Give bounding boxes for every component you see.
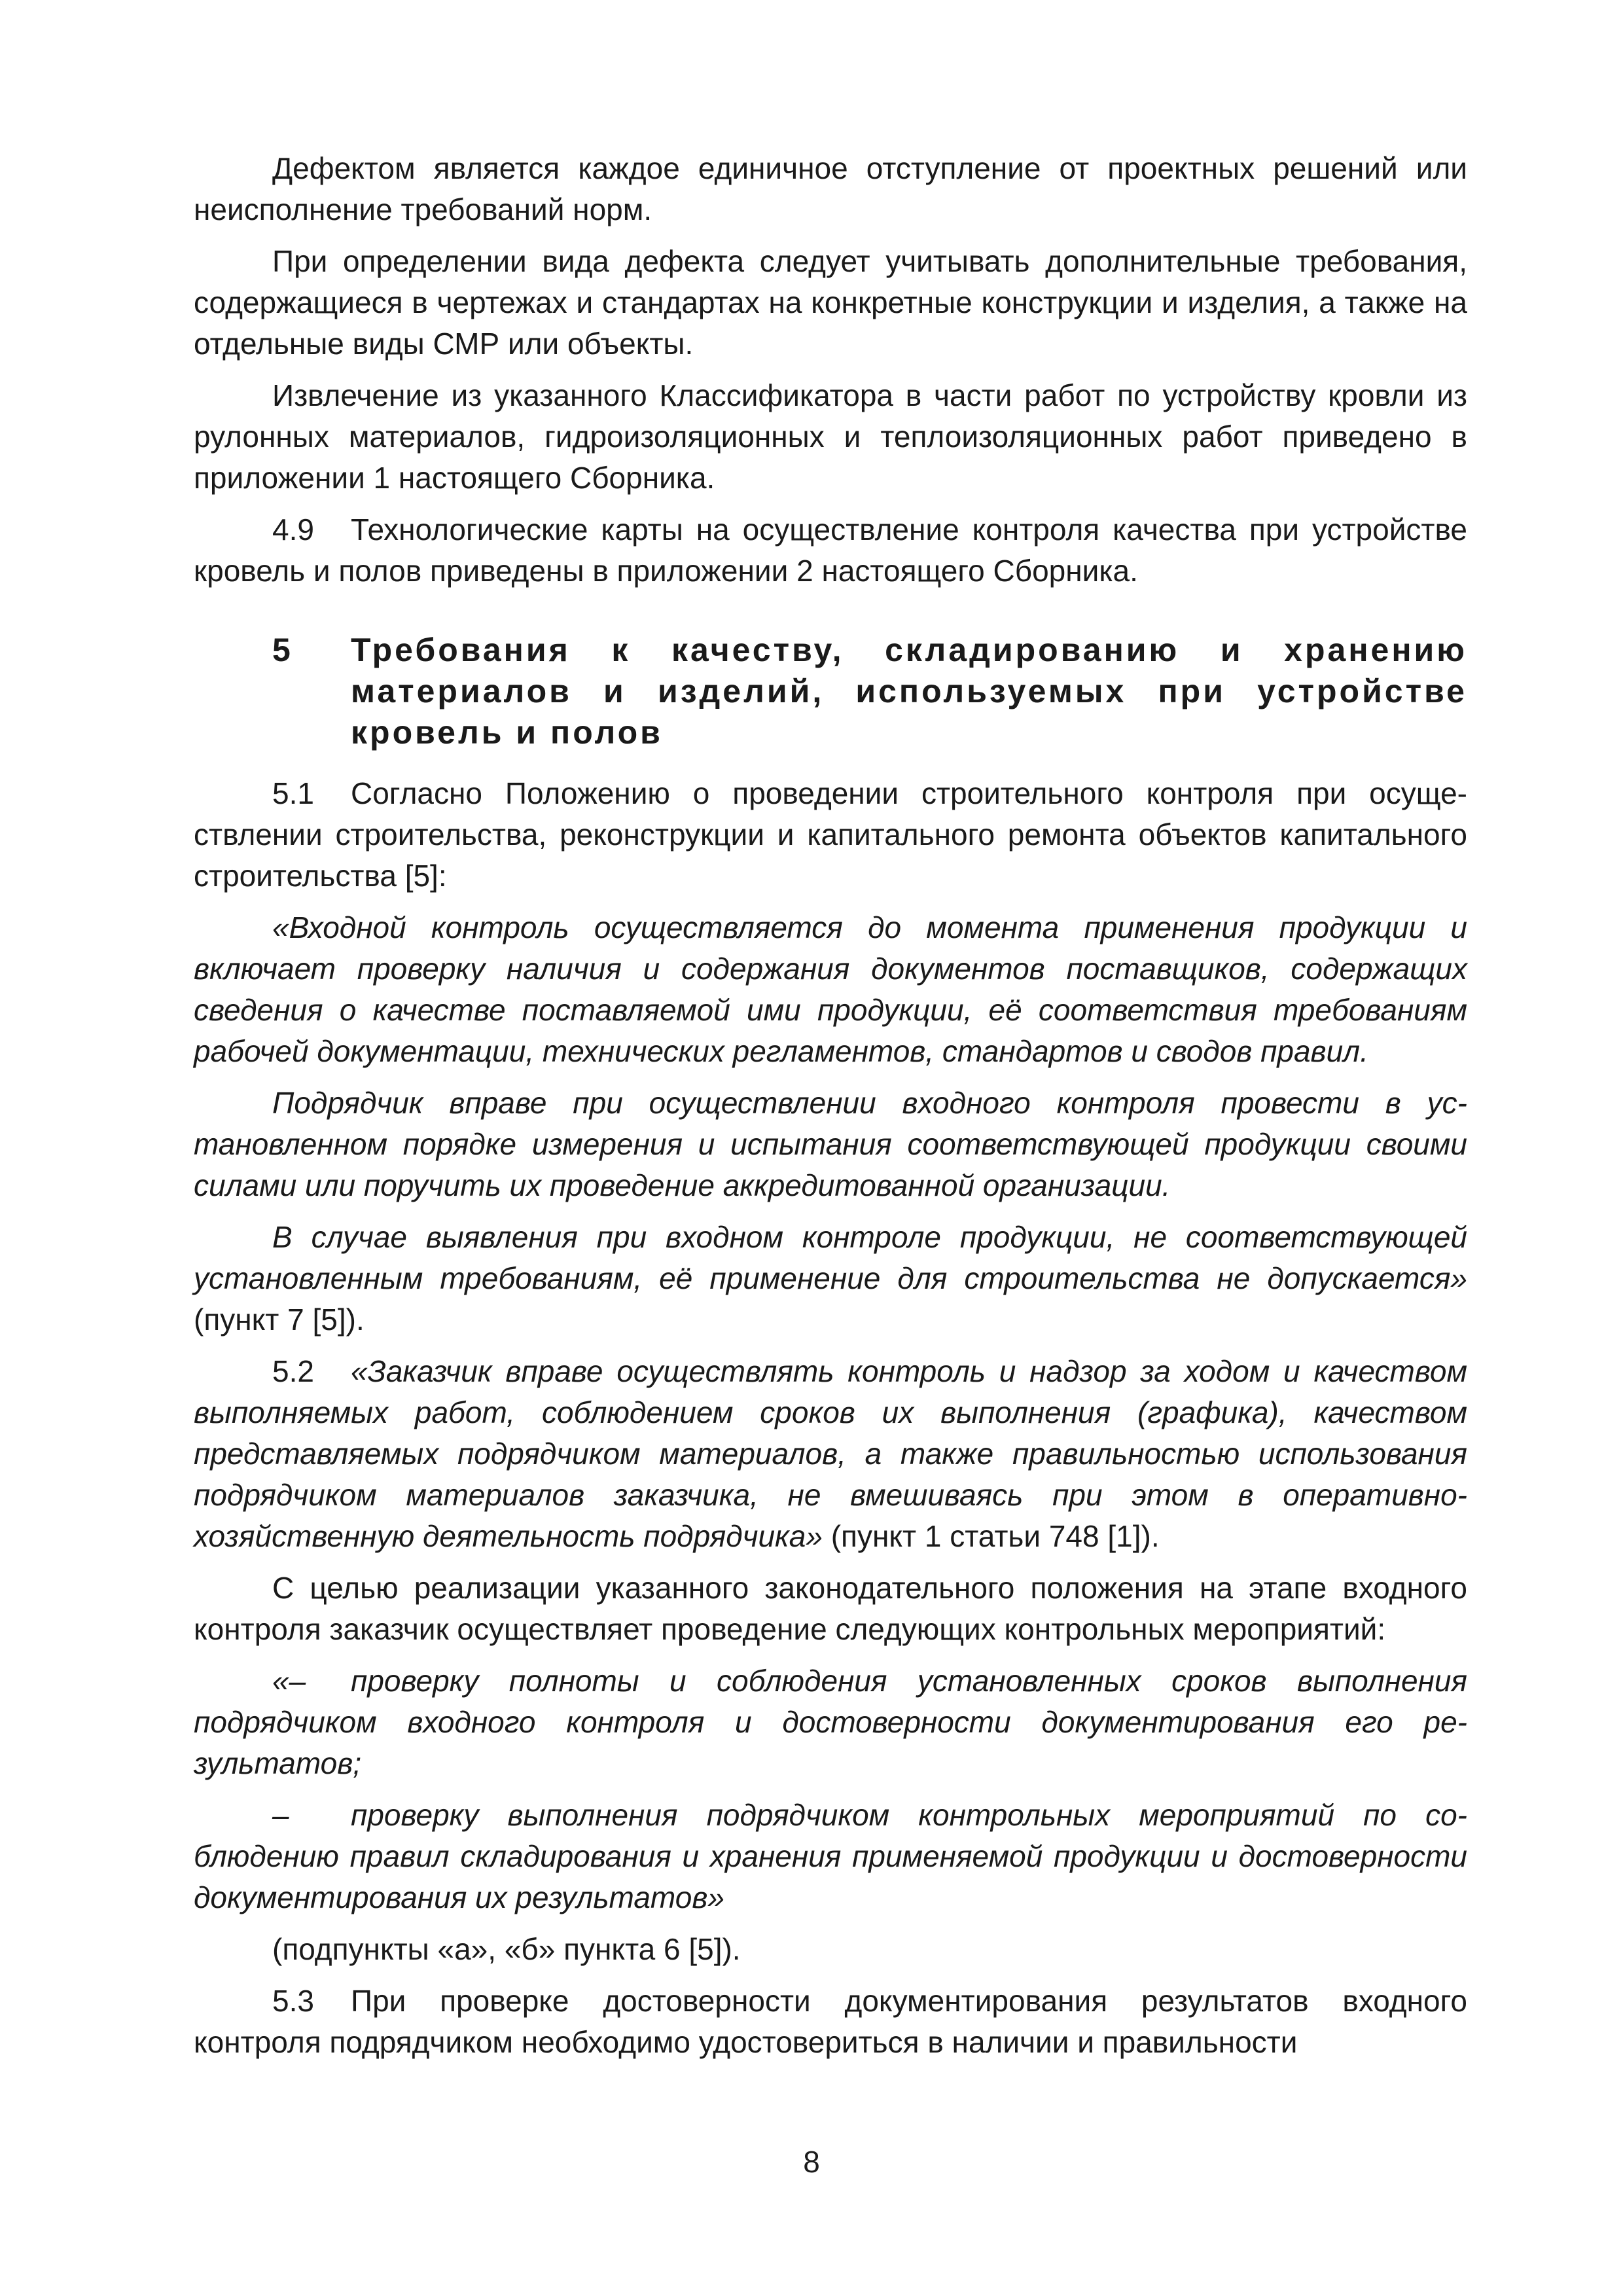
list-text: проверку полноты и соблюдения установленных сроков выполнения подрядчиком входного контроля и достоверности документирования его результатов; xyxy=(194,1664,1467,1780)
section-heading xyxy=(194,630,1467,753)
paragraph-defect-type: При определении вида дефекта следует учитывать дополнительные требования, содержащиеся в чертежах и стандартах на конкретные конструкции и изделия, а также на отдельные виды СМР или объекты. xyxy=(194,244,1467,361)
item-number: 4.9 xyxy=(272,512,314,547)
item-4-9 xyxy=(194,509,1467,592)
list-marker: – xyxy=(272,1798,289,1832)
item-text: Согласно Положению о проведении строительного контроля при осуществлении строительства, реконструкции и капитального ремонта объектов капитального строительства [5]: xyxy=(194,776,1467,893)
item-5-2 xyxy=(194,1351,1467,1557)
item-number: 5.2 xyxy=(272,1354,314,1388)
paragraph-classifier-extract: Извлечение из указанного Классификатора в части работ по устройству кровли из рулонных материалов, гидроизоляционных и теплоизоляционных работ приведено в приложении 1 настоящего Сборника. xyxy=(194,378,1467,495)
item-5-1 xyxy=(194,773,1467,897)
item-text: Технологические карты на осуществление контроля качества при устройстве кровель и полов приведены в приложении 2 настоящего Сборника. xyxy=(194,512,1467,588)
reference: (пункт 1 статьи 748 [1]). xyxy=(822,1519,1160,1553)
quote-text: В случае выявления при входном контроле продукции, не соответствующей установленным требованиям, её применение для строительства не допускается» xyxy=(194,1220,1467,1295)
list-item xyxy=(194,1795,1467,1918)
quote-contractor-rights: Подрядчик вправе при осуществлении входного контроля провести в установленном порядке измерения и испытания соответствующей продукции своими силами или поручить их проведение аккредитованной организации. xyxy=(194,1086,1467,1202)
reference: (пункт 7 [5]). xyxy=(194,1302,365,1336)
quote-nonconformity xyxy=(194,1217,1467,1340)
paragraph-subpoints: (подпункты «а», «б» пункта 6 [5]). xyxy=(272,1932,741,1966)
list-text: проверку выполнения подрядчиком контрольных мероприятий по соблюдению правил складирования и хранения применяемой продукции и достоверности документирования их результатов» xyxy=(194,1798,1467,1914)
item-text: При проверке достоверности документирования результатов входного контроля подрядчиком необходимо удостовериться в наличии и правильности xyxy=(194,1984,1467,2059)
paragraph-control-measures: С целью реализации указанного законодательного положения на этапе входного контроля заказчик осуществляет проведение следующих контрольных мероприятий: xyxy=(194,1571,1467,1646)
quote-input-control: «Входной контроль осуществляется до момента применения продукции и включает проверку наличия и содержания документов поставщиков, содержащих сведения о качестве поставляемой ими продукции, её соответствия требованиям рабочей документации, технических регламентов, стандартов и сводов правил. xyxy=(194,910,1467,1068)
page-number: 8 xyxy=(803,2145,820,2179)
section-title: Требования к качеству, складированию и хранению материалов и изделий, используемых при устройстве кровель и полов xyxy=(351,632,1467,751)
item-5-3 xyxy=(194,1981,1467,2063)
section-number: 5 xyxy=(272,632,293,668)
paragraph-defect-definition: Дефектом является каждое единичное отступление от проектных решений или неисполнение требований норм. xyxy=(194,151,1467,226)
list-item xyxy=(194,1660,1467,1784)
item-number: 5.3 xyxy=(272,1984,314,2018)
list-marker: «– xyxy=(272,1664,306,1698)
item-number: 5.1 xyxy=(272,776,314,810)
document-page xyxy=(194,148,1467,2073)
quote-text: «Заказчик вправе осуществлять контроль и надзор за ходом и качеством выполняемых работ, соблюдением сроков их выполнения (графика), качеством представляемых подрядчиком материалов, а также правильностью использования подрядчиком материалов заказчика, не вмешиваясь при этом в оперативно-хозяйственную деятельность подрядчика» xyxy=(194,1354,1467,1553)
